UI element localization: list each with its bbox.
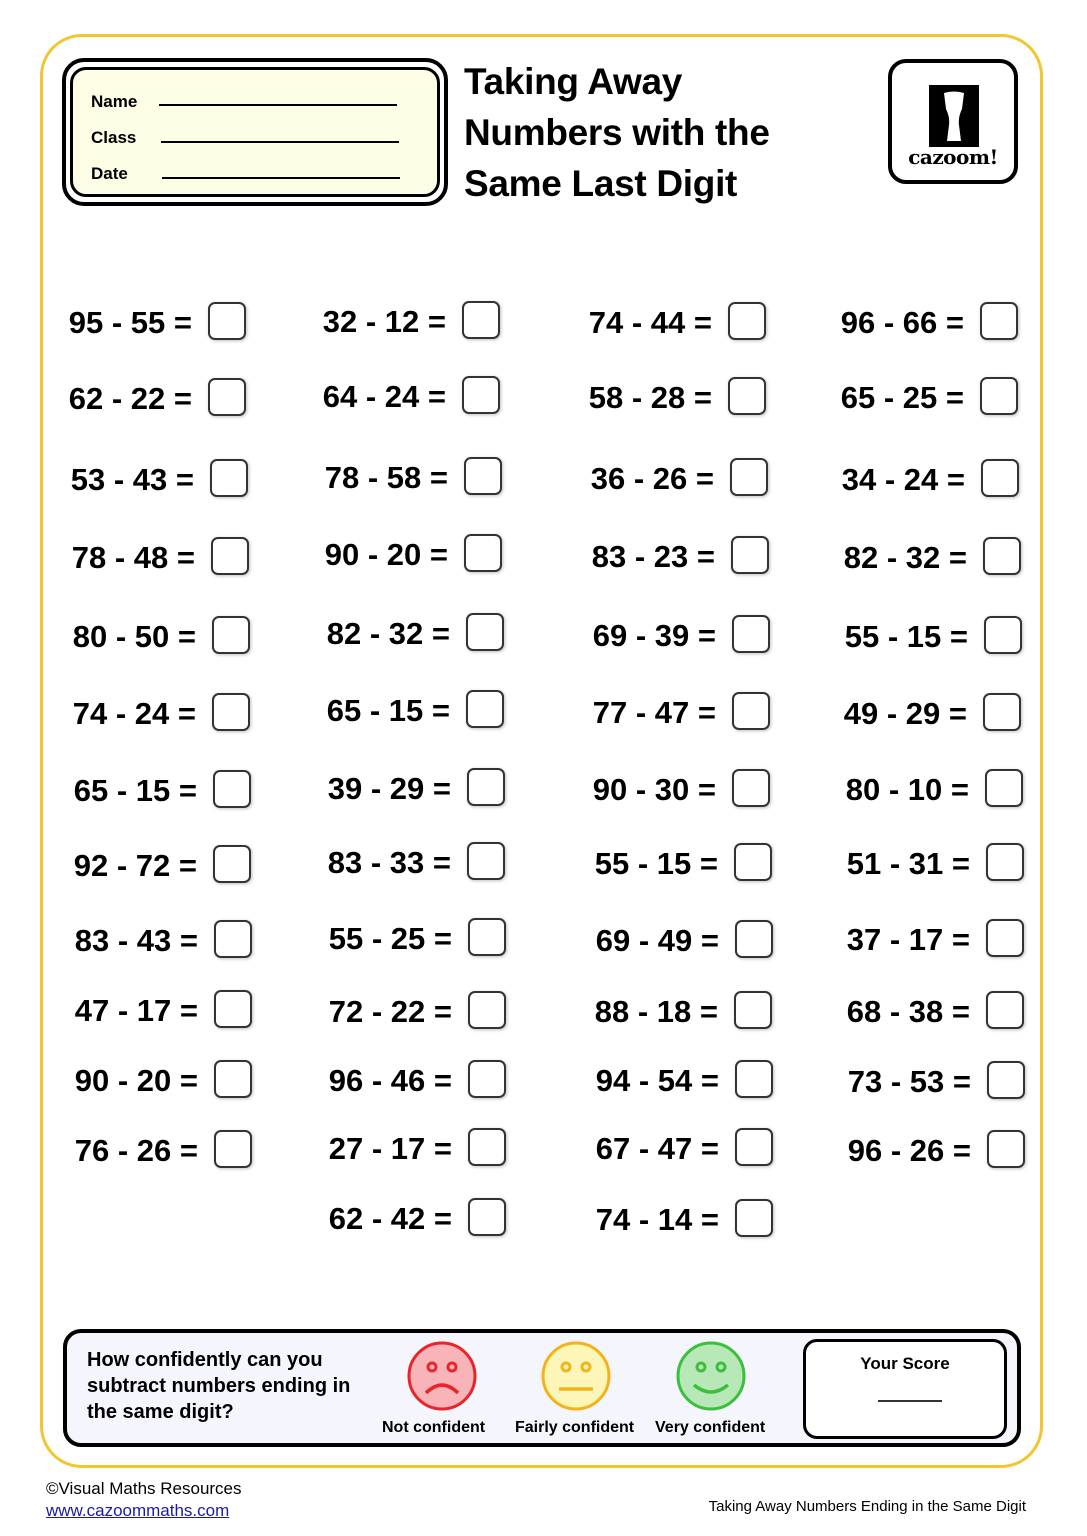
problem-item	[310, 1060, 506, 1102]
answer-box[interactable]	[462, 376, 500, 414]
problem-expression: 90 - 20 =	[74, 1063, 198, 1098]
page-border	[40, 34, 1043, 1468]
answer-box[interactable]	[214, 990, 252, 1028]
problem-item	[310, 690, 504, 732]
answer-box[interactable]	[731, 536, 769, 574]
problem-item	[59, 693, 250, 735]
problem-expression: 96 - 46 =	[328, 1063, 452, 1098]
happy-face-icon[interactable]	[676, 1341, 746, 1411]
problem-item	[56, 990, 252, 1032]
problem-expression: 55 - 15 =	[844, 619, 968, 654]
problem-item	[58, 845, 251, 887]
problem-item	[306, 1198, 506, 1240]
answer-box[interactable]	[986, 919, 1024, 957]
problem-expression: 73 - 53 =	[847, 1064, 971, 1099]
answer-box[interactable]	[212, 693, 250, 731]
score-label: Your Score	[860, 1354, 950, 1373]
answer-box[interactable]	[981, 459, 1019, 497]
answer-box[interactable]	[983, 693, 1021, 731]
problem-item	[828, 616, 1022, 658]
problem-expression: 77 - 47 =	[592, 695, 716, 730]
problem-item	[312, 457, 502, 499]
answer-box[interactable]	[735, 920, 773, 958]
answer-box[interactable]	[462, 301, 500, 339]
answer-box[interactable]	[980, 377, 1018, 415]
problem-expression: 78 - 48 =	[71, 540, 195, 575]
problem-item	[310, 613, 504, 655]
confidence-question: How confidently can you subtract numbers ending in the same digit?	[87, 1349, 351, 1423]
problem-item	[312, 768, 505, 810]
problem-item	[310, 991, 506, 1033]
class-field[interactable]	[161, 141, 399, 143]
problem-expression: 37 - 17 =	[846, 922, 970, 957]
problem-expression: 74 - 24 =	[72, 696, 196, 731]
problem-item	[60, 1130, 252, 1172]
problem-item	[58, 616, 250, 658]
problem-item	[578, 843, 772, 885]
problem-item	[577, 458, 768, 500]
problem-item	[835, 1130, 1025, 1172]
answer-box[interactable]	[980, 302, 1018, 340]
name-field[interactable]	[159, 104, 397, 106]
problem-expression: 90 - 30 =	[592, 772, 716, 807]
problem-item	[310, 842, 505, 884]
logo-text: cazoom!	[908, 145, 998, 169]
problem-expression: 74 - 14 =	[595, 1202, 719, 1237]
name-label: Name	[91, 92, 138, 111]
very-confident-label: Very confident	[655, 1419, 766, 1436]
answer-box[interactable]	[985, 769, 1023, 807]
problem-expression: 65 - 15 =	[326, 693, 450, 728]
not-confident-label: Not confident	[382, 1419, 486, 1436]
score-field[interactable]	[878, 1400, 942, 1402]
answer-box[interactable]	[735, 1128, 773, 1166]
answer-box[interactable]	[210, 459, 248, 497]
answer-box[interactable]	[468, 918, 506, 956]
djembe-drum-icon	[943, 91, 965, 143]
date-label: Date	[91, 164, 128, 183]
answer-box[interactable]	[986, 843, 1024, 881]
problem-item	[828, 377, 1018, 419]
answer-box[interactable]	[464, 457, 502, 495]
problem-item	[58, 1060, 252, 1102]
problem-expression: 72 - 22 =	[328, 994, 452, 1029]
problem-expression: 32 - 12 =	[322, 304, 446, 339]
student-info-card	[62, 58, 448, 206]
problem-expression: 34 - 24 =	[841, 462, 965, 497]
neutral-face-icon[interactable]	[541, 1341, 611, 1411]
fairly-confident-label: Fairly confident	[515, 1419, 635, 1436]
problem-expression: 62 - 22 =	[68, 381, 192, 416]
problem-expression: 58 - 28 =	[588, 380, 712, 415]
answer-box[interactable]	[728, 377, 766, 415]
score-box	[803, 1339, 1007, 1439]
problem-item	[56, 302, 246, 344]
problem-item	[831, 769, 1023, 811]
problem-expression: 83 - 43 =	[74, 923, 198, 958]
problem-item	[828, 459, 1019, 501]
problem-item	[56, 378, 246, 420]
problem-item	[582, 1199, 773, 1241]
problem-expression: 49 - 29 =	[843, 696, 967, 731]
answer-box[interactable]	[732, 615, 770, 653]
problem-expression: 65 - 25 =	[840, 380, 964, 415]
problem-item	[58, 537, 249, 579]
problem-expression: 69 - 49 =	[595, 923, 719, 958]
date-field[interactable]	[162, 177, 400, 179]
problem-item	[834, 919, 1024, 961]
problem-expression: 64 - 24 =	[322, 379, 446, 414]
answer-box[interactable]	[464, 534, 502, 572]
problem-expression: 55 - 15 =	[594, 846, 718, 881]
answer-box[interactable]	[987, 1061, 1025, 1099]
answer-box[interactable]	[212, 616, 250, 654]
problem-item	[577, 536, 769, 578]
problem-expression: 27 - 17 =	[328, 1131, 452, 1166]
answer-box[interactable]	[732, 769, 770, 807]
problem-expression: 80 - 50 =	[72, 619, 196, 654]
answer-box[interactable]	[467, 842, 505, 880]
answer-box[interactable]	[732, 692, 770, 730]
problem-expression: 76 - 26 =	[74, 1133, 198, 1168]
answer-box[interactable]	[468, 1128, 506, 1166]
answer-box[interactable]	[466, 613, 504, 651]
problem-item	[828, 693, 1021, 735]
answer-box[interactable]	[214, 1130, 252, 1168]
cazoom-logo	[888, 59, 1018, 184]
answer-box[interactable]	[468, 1060, 506, 1098]
problem-item	[828, 302, 1018, 344]
problem-item	[577, 615, 770, 657]
answer-box[interactable]	[208, 302, 246, 340]
problem-expression: 94 - 54 =	[595, 1063, 719, 1098]
problem-expression: 82 - 32 =	[326, 616, 450, 651]
answer-box[interactable]	[734, 991, 772, 1029]
problem-expression: 90 - 20 =	[324, 537, 448, 572]
problem-expression: 74 - 44 =	[588, 305, 712, 340]
answer-box[interactable]	[211, 537, 249, 575]
page-title: Taking Away Numbers with the Same Last Digit	[464, 61, 770, 204]
problem-expression: 67 - 47 =	[595, 1131, 719, 1166]
problem-expression: 96 - 26 =	[847, 1133, 971, 1168]
answer-box[interactable]	[735, 1199, 773, 1237]
problem-item	[580, 920, 773, 962]
problem-expression: 65 - 15 =	[73, 773, 197, 808]
problem-expression: 47 - 17 =	[74, 993, 198, 1028]
problem-expression: 96 - 66 =	[840, 305, 964, 340]
answer-box[interactable]	[208, 378, 246, 416]
problem-expression: 80 - 10 =	[845, 772, 969, 807]
answer-box[interactable]	[468, 991, 506, 1029]
answer-box[interactable]	[987, 1130, 1025, 1168]
answer-box[interactable]	[213, 770, 251, 808]
footer-website-link[interactable]: www.cazoommaths.com	[46, 1501, 230, 1520]
problem-item	[833, 843, 1024, 885]
problem-item	[580, 1060, 773, 1102]
problem-item	[58, 770, 251, 812]
problem-expression: 55 - 25 =	[328, 921, 452, 956]
problem-expression: 78 - 58 =	[324, 460, 448, 495]
problem-item	[577, 769, 770, 811]
problem-item	[312, 1128, 506, 1170]
problem-expression: 83 - 33 =	[327, 845, 451, 880]
problem-item	[58, 459, 248, 501]
problem-item	[58, 920, 252, 962]
class-label: Class	[91, 128, 137, 147]
problem-expression: 69 - 39 =	[592, 618, 716, 653]
confidence-panel	[63, 1329, 1021, 1447]
problem-item	[310, 534, 502, 576]
answer-box[interactable]	[730, 458, 768, 496]
footer-sheet-title: Taking Away Numbers Ending in the Same Digit	[708, 1498, 1026, 1515]
problem-expression: 82 - 32 =	[843, 540, 967, 575]
problem-item	[580, 1128, 773, 1170]
footer-copyright: ©Visual Maths Resources	[46, 1479, 242, 1498]
answer-box[interactable]	[735, 1060, 773, 1098]
problem-expression: 36 - 26 =	[590, 461, 714, 496]
answer-box[interactable]	[466, 690, 504, 728]
problem-expression: 51 - 31 =	[846, 846, 970, 881]
answer-box[interactable]	[213, 845, 251, 883]
answer-box[interactable]	[728, 302, 766, 340]
problem-expression: 92 - 72 =	[73, 848, 197, 883]
answer-box[interactable]	[214, 920, 252, 958]
answer-box[interactable]	[734, 843, 772, 881]
problem-expression: 62 - 42 =	[328, 1201, 452, 1236]
answer-box[interactable]	[984, 616, 1022, 654]
problem-expression: 95 - 55 =	[68, 305, 192, 340]
problem-item	[310, 301, 500, 343]
problem-item	[834, 1061, 1025, 1103]
answer-box[interactable]	[468, 1198, 506, 1236]
answer-box[interactable]	[983, 537, 1021, 575]
problem-item	[577, 377, 766, 419]
problem-expression: 53 - 43 =	[70, 462, 194, 497]
problem-item	[312, 918, 506, 960]
problem-item	[828, 537, 1021, 579]
problem-item	[833, 991, 1024, 1033]
problem-expression: 68 - 38 =	[846, 994, 970, 1029]
problem-item	[577, 302, 766, 344]
answer-box[interactable]	[986, 991, 1024, 1029]
problem-expression: 83 - 23 =	[591, 539, 715, 574]
problem-item	[310, 376, 500, 418]
sad-face-icon[interactable]	[407, 1341, 477, 1411]
problem-expression: 39 - 29 =	[327, 771, 451, 806]
answer-box[interactable]	[214, 1060, 252, 1098]
problem-item	[578, 991, 772, 1033]
problem-expression: 88 - 18 =	[594, 994, 718, 1029]
answer-box[interactable]	[467, 768, 505, 806]
problem-item	[577, 692, 770, 734]
